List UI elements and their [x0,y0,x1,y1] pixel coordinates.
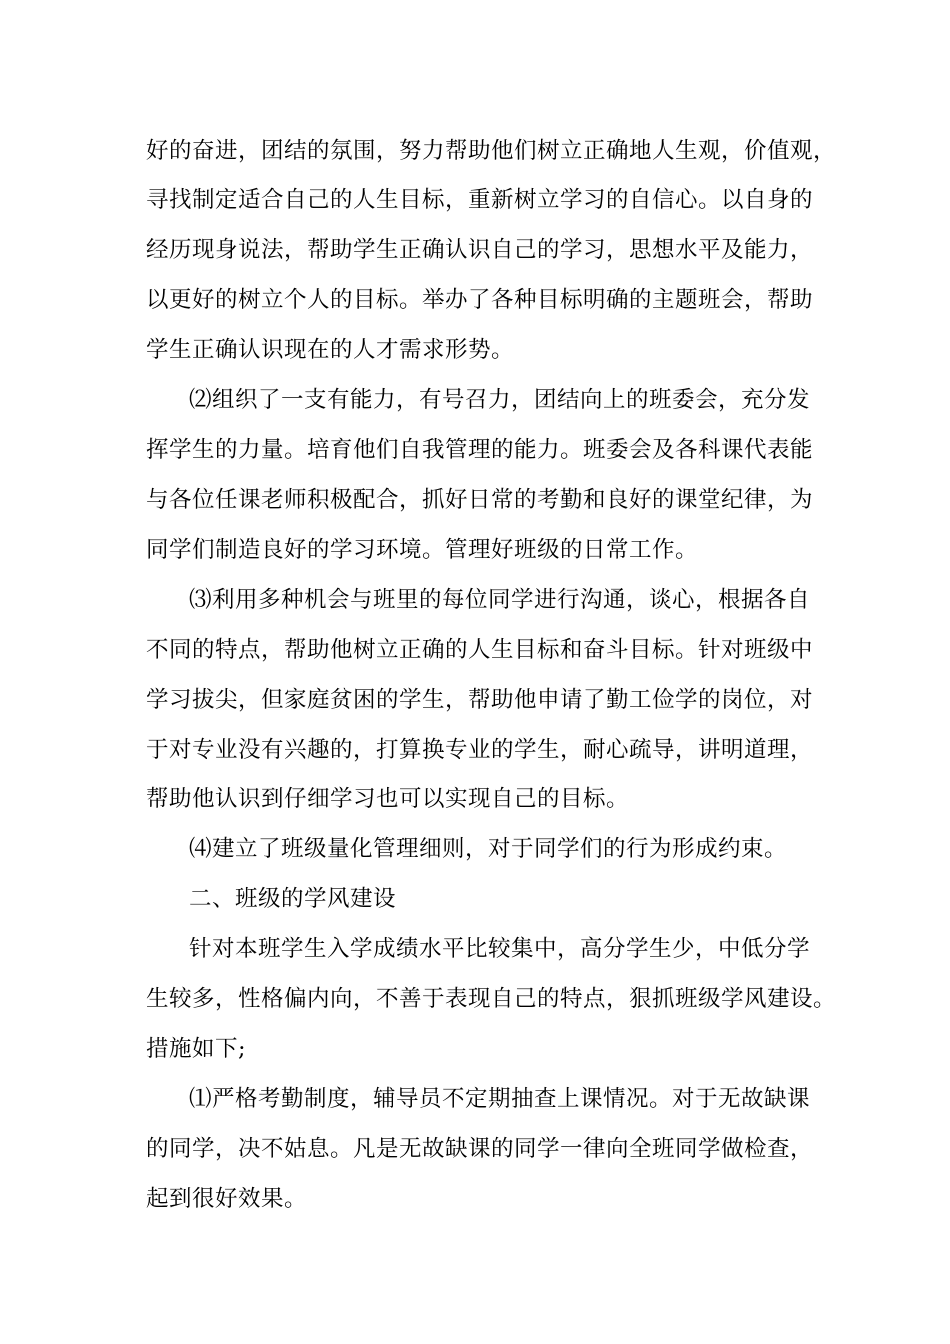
body-text-line: 帮助他认识到仔细学习也可以实现自己的目标。 [146,786,630,812]
body-text-line: 同学们制造良好的学习环境。管理好班级的日常工作。 [146,537,699,563]
body-text-line: 不同的特点，帮助他树立正确的人生目标和奋斗目标。针对班级中 [146,637,814,663]
body-text-line: 于对专业没有兴趣的，打算换专业的学生，耐心疏导，讲明道理， [146,737,814,763]
body-text-line: 与各位任课老师积极配合，抓好日常的考勤和良好的课堂纪律，为 [146,487,814,513]
body-text-line: 的同学，决不姑息。凡是无故缺课的同学一律向全班同学做检查， [146,1136,814,1162]
body-text-line: 学生正确认识现在的人才需求形势。 [146,337,515,363]
body-text-line: 措施如下; [146,1036,247,1062]
paragraph-start-line: ⑶利用多种机会与班里的每位同学进行沟通，谈心，根据各自 [189,587,811,613]
body-text-line: 起到很好效果。 [146,1186,308,1212]
paragraph-start-line: ⑴严格考勤制度，辅导员不定期抽查上课情况。对于无故缺课 [189,1086,811,1112]
body-text-line: 挥学生的力量。培育他们自我管理的能力。班委会及各科课代表能 [146,437,814,463]
body-text-line: 好的奋进，团结的氛围，努力帮助他们树立正确地人生观，价值观， [146,138,837,164]
body-text-line: 寻找制定适合自己的人生目标，重新树立学习的自信心。以自身的 [146,187,814,213]
body-text-line: 经历现身说法，帮助学生正确认识自己的学习，思想水平及能力， [146,237,814,263]
body-text-line: 以更好的树立个人的目标。举办了各种目标明确的主题班会，帮助 [146,287,814,313]
paragraph-start-line: ⑷建立了班级量化管理细则，对于同学们的行为形成约束。 [189,836,788,862]
paragraph-start-line: ⑵组织了一支有能力，有号召力，团结向上的班委会，充分发 [189,387,811,413]
body-text-line: 生较多，性格偏内向，不善于表现自己的特点，狠抓班级学风建设。 [146,986,837,1012]
body-text-line: 学习拔尖，但家庭贫困的学生，帮助他申请了勤工俭学的岗位，对 [146,687,814,713]
paragraph-start-line: 针对本班学生入学成绩水平比较集中，高分学生少，中低分学 [189,936,811,962]
section-heading: 二、班级的学风建设 [189,886,397,912]
